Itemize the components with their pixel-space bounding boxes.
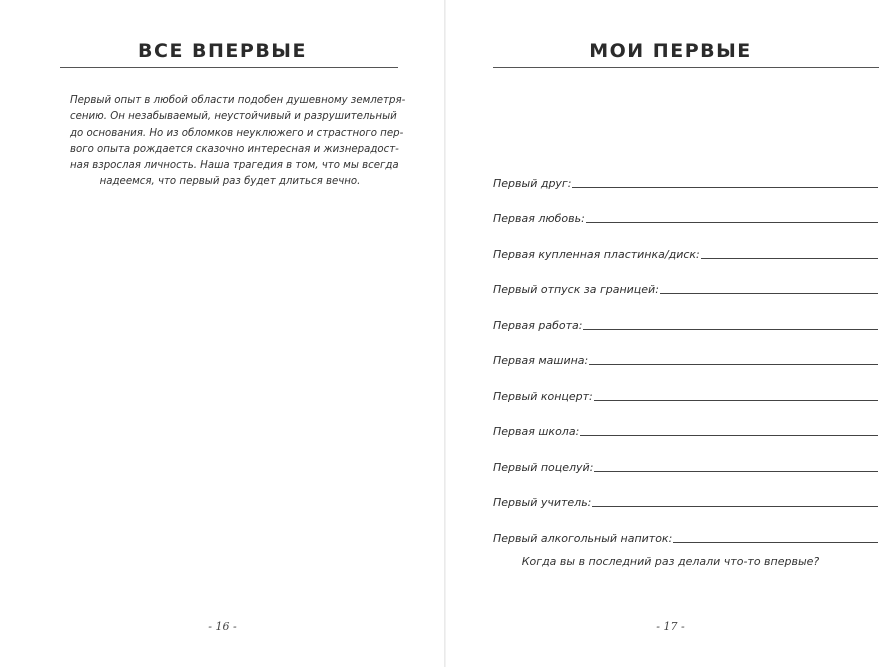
field-write-line[interactable] (589, 364, 878, 365)
field-label: Первый концерт: (493, 389, 593, 403)
field-write-line[interactable] (594, 400, 878, 401)
field-first-friend[interactable] (493, 155, 878, 191)
left-page (0, 0, 445, 667)
right-title-rule (493, 67, 879, 68)
field-write-line[interactable] (701, 258, 878, 259)
field-first-record[interactable] (493, 226, 878, 262)
paragraph-line: ная взрослая личность. Наша трагедия в том, что мы всегда (70, 160, 399, 172)
field-first-love[interactable] (493, 191, 878, 227)
paragraph-line: сению. Он незабываемый, неустойчивый и разрушительный (70, 111, 397, 123)
paragraph-line: надеемся, что первый раз будет длиться вечно. (99, 176, 361, 188)
right-page-title: МОИ ПЕРВЫЕ (589, 40, 752, 62)
field-write-line[interactable] (660, 293, 878, 294)
field-first-alcohol[interactable] (493, 510, 878, 546)
paragraph-line: вого опыта рождается сказочно интересная и жизнерадост- (70, 143, 399, 155)
left-page-number: - 16 - (208, 620, 237, 633)
field-label: Первый учитель: (493, 496, 592, 509)
field-write-line[interactable] (592, 506, 878, 507)
field-first-trip-abroad[interactable] (493, 262, 878, 298)
field-label: Первый друг: (493, 176, 572, 190)
field-first-kiss[interactable] (493, 439, 878, 475)
field-write-line[interactable] (572, 187, 878, 188)
firsts-form (493, 155, 878, 546)
left-title-rule (60, 67, 398, 68)
field-write-line[interactable] (673, 542, 878, 543)
field-first-car[interactable] (493, 333, 878, 369)
right-page (446, 0, 895, 667)
field-label: Первая машина: (493, 354, 589, 367)
field-first-school[interactable] (493, 404, 878, 440)
field-label: Первая школа: (493, 425, 580, 438)
field-label: Первый поцелуй: (493, 460, 594, 474)
field-write-line[interactable] (583, 329, 878, 330)
field-first-job[interactable] (493, 297, 878, 333)
field-label: Первая любовь: (493, 212, 585, 225)
field-label: Первый отпуск за границей: (493, 283, 659, 296)
field-label: Первая купленная пластинка/диск: (493, 247, 700, 261)
field-first-concert[interactable] (493, 368, 878, 404)
field-first-teacher[interactable] (493, 475, 878, 511)
field-label: Первая работа: (493, 318, 583, 332)
field-write-line[interactable] (580, 435, 878, 436)
field-write-line[interactable] (586, 222, 878, 223)
left-page-title: ВСЕ ВПЕРВЫЕ (138, 40, 307, 62)
intro-paragraph (70, 93, 406, 191)
paragraph-line: Первый опыт в любой области подобен душевному землетря- (70, 95, 406, 106)
field-label: Первый алкогольный напиток: (493, 531, 673, 545)
right-page-number: - 17 - (656, 620, 685, 633)
closing-question: Когда вы в последний раз делали что-то впервые? (521, 555, 820, 568)
paragraph-line: до основания. Но из обломков неуклюжего и страстного пер- (70, 127, 404, 139)
field-write-line[interactable] (594, 471, 878, 472)
